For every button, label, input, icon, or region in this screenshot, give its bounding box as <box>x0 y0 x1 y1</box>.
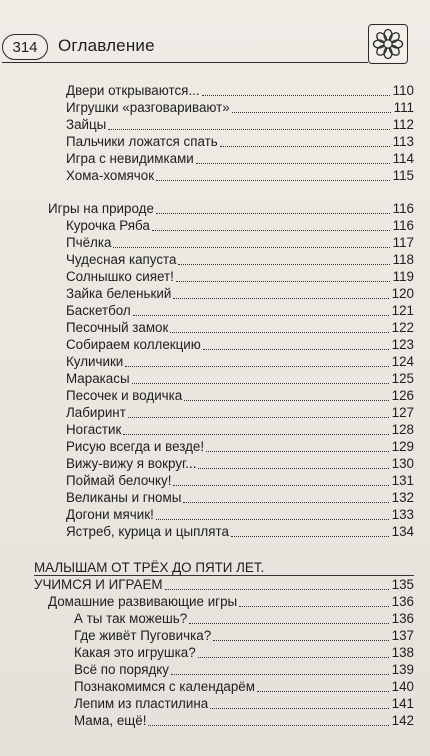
page-number: 314 <box>2 34 48 60</box>
toc-entry-page: 111 <box>393 100 414 115</box>
toc-entry <box>66 267 414 285</box>
dot-leader <box>165 589 389 590</box>
toc-section-page: 136 <box>391 594 414 609</box>
dot-leader <box>176 281 390 282</box>
toc-entry-title: Пальчики ложатся спать <box>66 134 218 149</box>
toc-entry-page: 138 <box>391 645 414 660</box>
dot-leader <box>213 640 388 641</box>
toc-entry-title: Где живёт Пуговичка? <box>74 628 212 643</box>
toc-entry-title: Куличики <box>66 354 124 369</box>
toc-entry-title: Какая это игрушка? <box>74 645 196 660</box>
dot-leader <box>184 400 388 401</box>
dot-leader <box>210 708 388 709</box>
toc-entry-page: 119 <box>392 269 414 284</box>
dot-leader <box>232 112 391 113</box>
dot-leader <box>257 691 389 692</box>
dot-leader <box>173 298 388 299</box>
toc-section-title: Игры на природе <box>48 201 154 216</box>
toc-entry <box>66 132 414 150</box>
toc-entry <box>66 454 414 472</box>
toc-entry-page: 132 <box>391 490 414 505</box>
dot-leader <box>133 315 389 316</box>
flower-icon <box>368 24 408 64</box>
toc-section-page: 116 <box>392 201 414 216</box>
toc-entry <box>66 301 414 319</box>
toc-entry-page: 122 <box>391 320 414 335</box>
toc-entry <box>66 403 414 421</box>
toc-entry-page: 125 <box>391 371 414 386</box>
dot-leader <box>196 163 390 164</box>
toc-entry <box>74 643 414 661</box>
dot-leader <box>220 146 390 147</box>
dot-leader <box>108 129 389 130</box>
toc-entry-page: 118 <box>392 252 414 267</box>
dot-leader <box>148 725 388 726</box>
dot-leader <box>156 519 389 520</box>
toc-entry-title: Песочный замок <box>66 320 169 335</box>
toc-entry-page: 137 <box>391 628 414 643</box>
dot-leader <box>132 383 389 384</box>
dot-leader <box>231 536 389 537</box>
toc-entry <box>74 711 414 729</box>
toc-entry <box>66 352 414 370</box>
toc-entry-title: Солнышко сияет! <box>66 269 174 284</box>
toc-entry <box>66 420 414 438</box>
toc-entry-page: 124 <box>391 354 414 369</box>
toc-entry-title: Мама, ещё! <box>74 713 147 728</box>
toc-entry-title: Чудесная капуста <box>66 252 177 267</box>
chapter-heading <box>34 575 414 593</box>
toc-entry-title: А ты так можешь? <box>74 611 188 626</box>
dot-leader <box>173 485 388 486</box>
chapter-title-line2: УЧИМСЯ И ИГРАЕМ <box>34 577 163 592</box>
toc-entry-title: Двери открываются... <box>66 83 200 98</box>
chapter-title-line1: МАЛЫШАМ ОТ ТРЁХ ДО ПЯТИ ЛЕТ. <box>34 560 265 575</box>
flower-icon-graphic <box>372 28 404 60</box>
toc-entry <box>74 609 414 627</box>
toc-entry-page: 134 <box>391 524 414 539</box>
toc-entry-page: 139 <box>391 662 414 677</box>
dot-leader <box>128 417 389 418</box>
toc-entry <box>66 522 414 540</box>
dot-leader <box>198 468 388 469</box>
chapter-rule <box>34 575 414 576</box>
toc-entry-page: 126 <box>391 388 414 403</box>
toc-entry <box>66 250 414 268</box>
dot-leader <box>123 434 388 435</box>
toc-entry-title: Баскетбол <box>66 303 131 318</box>
toc-entry-page: 130 <box>391 456 414 471</box>
dot-leader <box>183 502 388 503</box>
dot-leader <box>178 264 389 265</box>
dot-leader <box>113 247 389 248</box>
chapter-page: 135 <box>391 577 414 592</box>
toc-entry-title: Игрушки «разговаривают» <box>66 100 230 115</box>
dot-leader <box>152 230 390 231</box>
toc-entry-title: Собираем коллекцию <box>66 337 201 352</box>
toc-entry-title: Рисую всегда и везде! <box>66 439 205 454</box>
toc-entry <box>66 115 414 133</box>
toc-entry-title: Всё по порядку <box>74 662 169 677</box>
toc-entry <box>66 505 414 523</box>
toc-entry <box>66 335 414 353</box>
toc-entry-title: Догони мячик! <box>66 507 154 522</box>
toc-entry-page: 113 <box>392 134 414 149</box>
dot-leader <box>202 95 390 96</box>
toc-entry-title: Лабиринт <box>66 405 126 420</box>
toc-entry-page: 136 <box>391 611 414 626</box>
toc-entry-title: Поймай белочку! <box>66 473 172 488</box>
dot-leader <box>171 674 389 675</box>
page-header <box>0 32 430 66</box>
toc-entry-title: Песочек и водичка <box>66 388 183 403</box>
toc-entry-title: Лепим из пластилина <box>74 696 209 711</box>
toc-entry-title: Хома-хомячок <box>66 168 155 183</box>
toc-entry-page: 121 <box>391 303 414 318</box>
toc-entry <box>66 98 414 116</box>
toc-entry-title: Ястреб, курица и цыплята <box>66 524 229 539</box>
toc-entry-page: 127 <box>391 405 414 420</box>
toc-entry <box>74 694 414 712</box>
toc-section <box>48 199 414 217</box>
toc-entry <box>66 81 414 99</box>
dot-leader <box>203 349 389 350</box>
toc-entry <box>66 437 414 455</box>
toc-entry-page: 115 <box>392 168 414 183</box>
toc-entry <box>66 318 414 336</box>
toc-entry-page: 110 <box>392 83 414 98</box>
toc-entry-page: 140 <box>391 679 414 694</box>
dot-leader <box>239 606 389 607</box>
toc-entry-page: 112 <box>392 117 414 132</box>
toc-entry-page: 123 <box>391 337 414 352</box>
toc-entry-page: 133 <box>391 507 414 522</box>
toc-entry-title: Пчёлка <box>66 235 112 250</box>
chapter-heading-line1 <box>34 558 414 576</box>
toc-entry-title: Маракасы <box>66 371 130 386</box>
toc-entry <box>66 166 414 184</box>
toc-entry <box>66 386 414 404</box>
page-title: Оглавление <box>58 36 155 55</box>
toc-entry-page: 128 <box>391 422 414 437</box>
toc-entry <box>66 233 414 251</box>
toc-entry-page: 116 <box>392 218 414 233</box>
dot-leader <box>206 451 389 452</box>
toc-entry-title: Зайка беленький <box>66 286 172 301</box>
dot-leader <box>156 180 390 181</box>
toc-entry-page: 129 <box>391 439 414 454</box>
toc-entry-title: Познакомимся с календарём <box>74 679 255 694</box>
toc-entry-page: 117 <box>392 235 414 250</box>
toc-section <box>48 592 414 610</box>
toc-entry-page: 131 <box>391 473 414 488</box>
toc-entry <box>74 660 414 678</box>
header-rule-left <box>2 62 48 63</box>
dot-leader <box>125 366 388 367</box>
toc-entry <box>74 626 414 644</box>
toc-section-title: Домашние развивающие игры <box>48 594 238 609</box>
toc-entry <box>66 488 414 506</box>
toc-entry-page: 120 <box>391 286 414 301</box>
toc-entry-page: 142 <box>391 713 414 728</box>
toc-entry-title: Игра с невидимками <box>66 151 194 166</box>
toc-entry <box>66 369 414 387</box>
dot-leader <box>198 657 389 658</box>
dot-leader <box>170 332 388 333</box>
toc-entry-title: Вижу-вижу я вокруг... <box>66 456 197 471</box>
toc-entry-title: Зайцы <box>66 117 107 132</box>
dot-leader <box>156 213 390 214</box>
toc-entry <box>66 284 414 302</box>
toc-entry-title: Курочка Ряба <box>66 218 150 233</box>
toc-entry <box>74 677 414 695</box>
dot-leader <box>189 623 388 624</box>
toc-entry <box>66 216 414 234</box>
toc-entry <box>66 471 414 489</box>
toc-entry-page: 114 <box>392 151 414 166</box>
toc-entry-title: Великаны и гномы <box>66 490 182 505</box>
toc-entry-title: Ногастик <box>66 422 122 437</box>
toc-entry <box>66 149 414 167</box>
header-rule <box>48 62 368 63</box>
toc-entry-page: 141 <box>391 696 414 711</box>
